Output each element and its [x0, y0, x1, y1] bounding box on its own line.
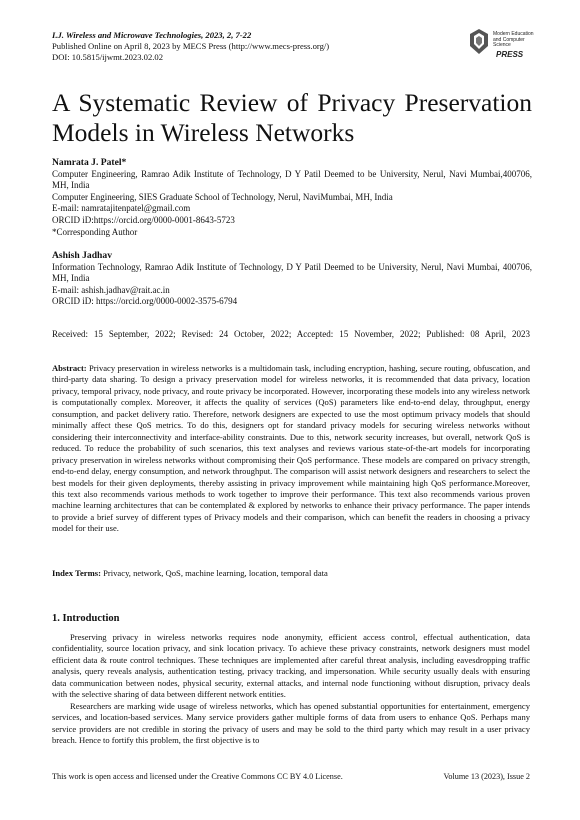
author-block-1: [52, 157, 532, 238]
corresponding-note: *Corresponding Author: [52, 226, 138, 237]
journal-citation: I.J. Wireless and Microwave Technologies, 2023, 2, 7-22: [52, 30, 252, 40]
paragraph: Preserving privacy in wireless networks requires node anonymity, efficient access control, effectual authentication, data confidentiality, source location privacy, and sink location privacy. To achieve these privacy constraints, network designers must model efficient data & route control techniques. These techniques are implemented after careful threat analysis, including eavesdropping traffic analysis, query reveals analysis, authentication testing, privacy tracking, and impersonation. While security usually deals with ensuring data communication between nodes, physical security, external attacks, and internal node functioning without disruption, privacy deals with the selective sharing of data between different network entities.: [52, 632, 530, 700]
volume-issue: Volume 13 (2023), Issue 2: [443, 772, 530, 781]
section-body: [52, 632, 530, 747]
author-orcid: ORCID iD: https://orcid.org/0000-0002-3575-6794: [52, 296, 238, 307]
publisher-logo: [466, 27, 538, 63]
license-note: This work is open access and licensed under the Creative Commons CC BY 4.0 License.: [52, 772, 343, 781]
mecs-logo-icon: [466, 27, 492, 57]
logo-text: Modern Education and Computer Science: [493, 31, 534, 49]
paper-title: A Systematic Review of Privacy Preservation Models in Wireless Networks: [52, 88, 532, 147]
index-terms: [52, 568, 530, 578]
abstract: [52, 363, 530, 535]
author-orcid: ORCID iD:https://orcid.org/0000-0001-8643-5723: [52, 214, 235, 225]
published-line: Published Online on April 8, 2023 by MECS Press (http://www.mecs-press.org/): [52, 41, 330, 51]
index-terms-text: Privacy, network, QoS, machine learning, location, temporal data: [103, 568, 328, 578]
author-email: E-mail: namratajitenpatel@gmail.com: [52, 203, 191, 214]
author-affiliation-2: Computer Engineering, SIES Graduate School of Technology, Nerul, NaviMumbai, MH, India: [52, 191, 393, 202]
abstract-label: Abstract:: [52, 363, 87, 373]
author-name: Namrata J. Patel*: [52, 157, 127, 168]
submission-dates: Received: 15 September, 2022; Revised: 24 October, 2022; Accepted: 15 November, 2022; Published: 08 April, 2023: [52, 329, 530, 339]
author-affiliation: Information Technology, Ramrao Adik Institute of Technology, D Y Patil Deemed to be University, Nerul, Navi Mumbai, 400706, MH, India: [52, 261, 532, 284]
author-block-2: [52, 250, 532, 308]
author-affiliation: Computer Engineering, Ramrao Adik Institute of Technology, D Y Patil Deemed to be University, Nerul, Navi Mumbai,400706, MH, India: [52, 168, 532, 191]
author-email: E-mail: ashish.jadhav@rait.ac.in: [52, 284, 170, 295]
paragraph: Researchers are marking wide usage of wireless networks, which has opened substantial opportunities for entertainment, emergency services, and location-based services. Many service providers gather multiple forms of data from users to enhance QoS. Perhaps many service providers are not credible in storing the privacy of users and may be sold to the third party which may result in a user privacy breach. Hence to fortify this problem, the first objective is to: [52, 700, 530, 746]
section-heading: 1. Introduction: [52, 613, 120, 624]
author-name: Ashish Jadhav: [52, 250, 112, 261]
doi-line: DOI: 10.5815/ijwmt.2023.02.02: [52, 52, 164, 62]
index-terms-label: Index Terms:: [52, 568, 101, 578]
page-footer: [52, 772, 530, 781]
journal-header: [52, 30, 329, 63]
abstract-text: Privacy preservation in wireless networks is a multidomain task, including encryption, hashing, secure routing, obfuscation, and third-party data sharing. To design a privacy preservation model for wireless networks, it is recommended that data privacy, location privacy, temporal privacy, node privacy, and route privacy be incorporated. However, incorporating these models into any wireless network is computationally complex. Moreover, it affects the quality of services (QoS) parameters like end-to-end delay, throughput, energy consumption, and packet delivery ratio. Therefore, network designers are expected to use the most optimum privacy models that should minimally affect these QoS metrics. To do this, designers opt for standard privacy models for securing wireless networks without considering their interconnectivity and interface-ability constraints. Due to this, network security increases, but overall, network QoS is reduced. To reduce the probability of such scenarios, this text analyses and reviews various state-of-the-art models for incorporating privacy preservation in wireless networks without compromising their QoS performance. These models are compared on privacy strength, end-to-end delay, energy consumption, and network throughput. The comparison will assist network designers and researchers to select the best models for their given deployments, thereby assisting in privacy improvement while maintaining high QoS performance.Moreover, this text also recommends various methods to work together to improve their performance. This text also recommends various proven machine learning architectures that can be contemplated & explored by networks to enhance their privacy performance. The paper intends to provide a brief survey of different types of Privacy models and their comparison, which can benefit the readers in choosing a privacy model for their use.: [52, 363, 530, 534]
logo-press: PRESS: [496, 50, 524, 59]
